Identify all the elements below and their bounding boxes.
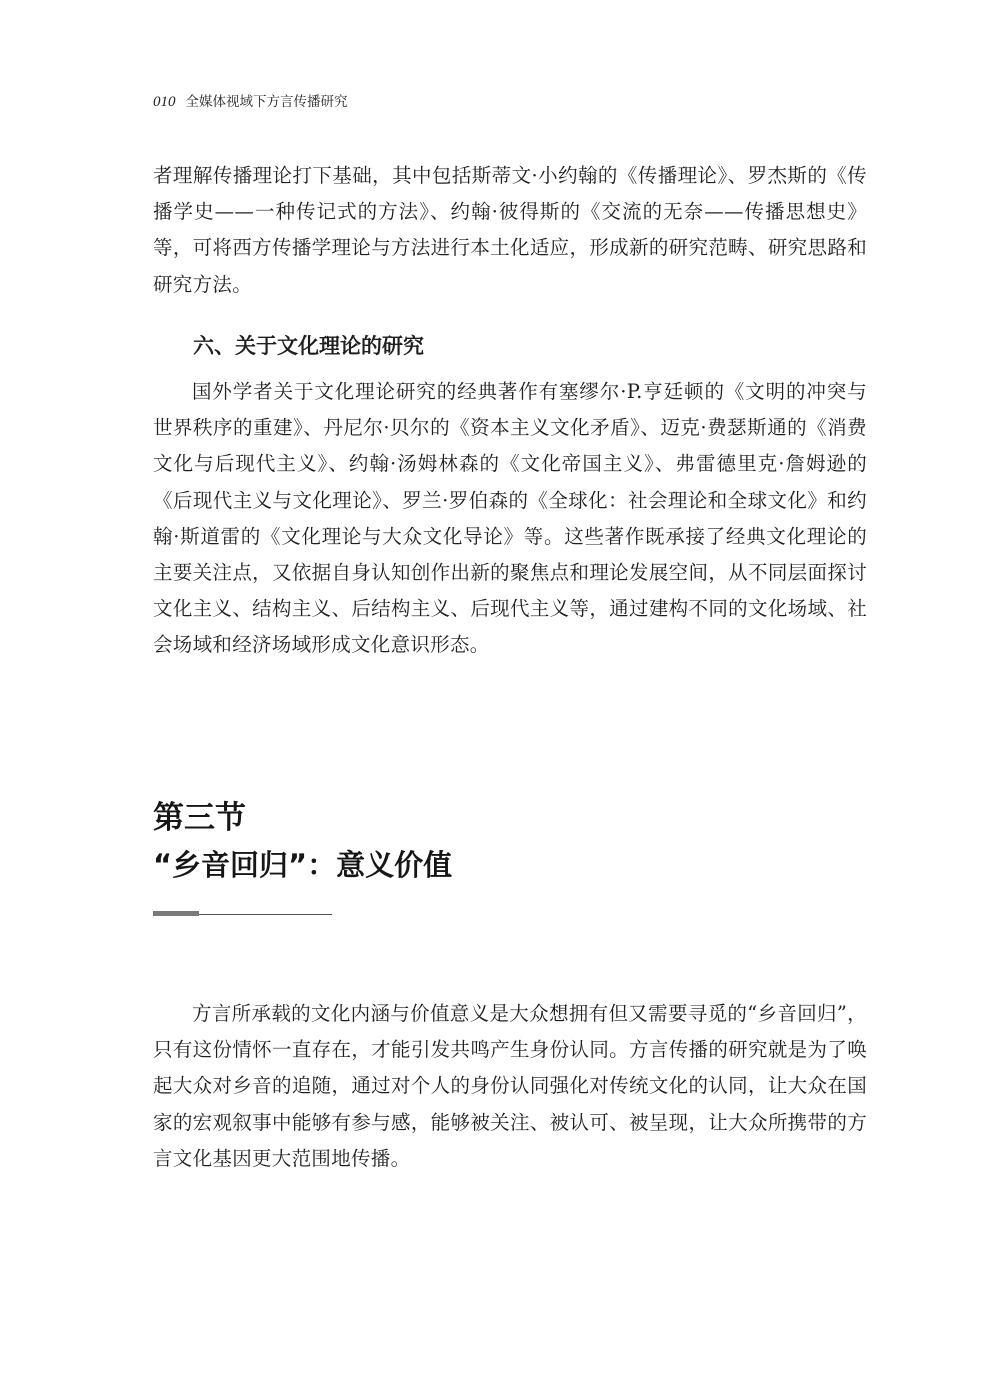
section-divider-accent [153, 911, 199, 916]
section-title: “乡音回归”：意义价值 [153, 848, 453, 882]
paragraph-culture-theory: 国外学者关于文化理论研究的经典著作有塞缪尔·P.亨廷顿的《文明的冲突与世界秩序的重建》、丹尼尔·贝尔的《资本主义文化矛盾》、迈克·费瑟斯通的《消费文化与后现代主义》、约翰·汤姆林森的《文化帝国主义》、弗雷德里克·詹姆逊的《后现代主义与文化理论》、罗兰·罗伯森的《全球化：社会理论和全球文化》和约翰·斯道雷的《文化理论与大众文化导论》等。这些著作既承接了经典文化理论的主要关注点，又依据自身认知创作出新的聚焦点和理论发展空间，从不同层面探讨文化主义、结构主义、后结构主义、后现代主义等，通过建构不同的文化场域、社会场域和经济场域形成文化意识形态。 [153, 380, 867, 657]
page-number: 010 [153, 94, 176, 110]
paragraph-continued: 者理解传播理论打下基础，其中包括斯蒂文·小约翰的《传播理论》、罗杰斯的《传播学史——一种传记式的方法》、约翰·彼得斯的《交流的无奈——传播思想史》等，可将西方传播学理论与方法进行本土化适应，形成新的研究范畴、研究思路和研究方法。 [153, 164, 867, 296]
subsection-heading: 六、关于文化理论的研究 [193, 333, 424, 358]
running-header [153, 90, 348, 112]
paragraph-dialect-value: 方言所承载的文化内涵与价值意义是大众想拥有但又需要寻觅的“乡音回归”，只有这份情怀一直存在，才能引发共鸣产生身份认同。方言传播的研究就是为了唤起大众对乡音的追随，通过对个人的身份认同强化对传统文化的认同，让大众在国家的宏观叙事中能够有参与感，能够被关注、被认可、被呈现，让大众所携带的方言文化基因更大范围地传播。 [153, 1002, 867, 1170]
book-title: 全媒体视域下方言传播研究 [185, 94, 348, 110]
section-label: 第三节 [153, 800, 246, 836]
